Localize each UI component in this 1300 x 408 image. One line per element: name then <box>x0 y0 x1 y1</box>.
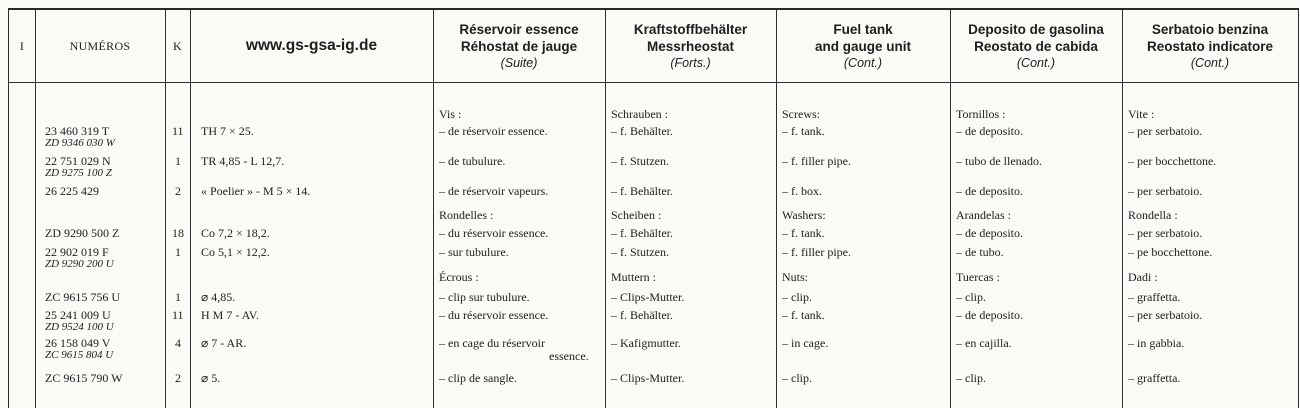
part-number-alt: ZC 9615 804 U <box>45 349 114 361</box>
desc-de: – f. Behälter. <box>611 184 673 198</box>
desc-fr: – clip de sangle. <box>439 371 517 385</box>
desc-it: – in gabbia. <box>1128 336 1185 350</box>
desc-fr: – clip sur tubulure. <box>439 290 530 304</box>
quantity: 2 <box>175 371 181 385</box>
desc-de: – f. Stutzen. <box>611 245 669 259</box>
section-label-it: Dadi : <box>1128 270 1158 284</box>
section-label-de: Scheiben : <box>611 208 662 222</box>
section-label-fr: Vis : <box>439 107 462 121</box>
header-italian-line2: Reostato indicatore <box>1146 38 1274 54</box>
section-label-es: Arandelas : <box>956 208 1011 222</box>
section-label-es: Tornillos : <box>956 107 1006 121</box>
quantity: 4 <box>175 336 181 350</box>
desc-it: – pe bocchettone. <box>1128 245 1213 259</box>
header-english-sub: (Cont.) <box>843 55 883 70</box>
desc-fr: – du réservoir essence. <box>439 226 549 240</box>
header-italian-sub: (Cont.) <box>1190 55 1230 70</box>
desc-de: – f. Behälter. <box>611 124 673 138</box>
header-english-line1: Fuel tank <box>833 21 893 37</box>
section-label-en: Nuts: <box>782 270 809 284</box>
quantity: 1 <box>175 245 181 259</box>
desc-it: – per serbatoio. <box>1128 226 1203 240</box>
section-label-de: Muttern : <box>611 270 656 284</box>
desc-it: – per serbatoio. <box>1128 184 1203 198</box>
part-number: 26 158 049 V <box>45 336 111 350</box>
part-number: 22 902 019 F <box>45 245 109 259</box>
header-spanish-line2: Reostato de cabida <box>974 38 1098 54</box>
desc-es: – de tubo. <box>956 245 1004 259</box>
header-german-sub: (Forts.) <box>670 55 711 70</box>
part-number: 26 225 429 <box>45 184 99 198</box>
section-label-de: Schrauben : <box>611 107 668 121</box>
header-italian <box>1122 10 1298 82</box>
desc-en: – in cage. <box>782 336 829 350</box>
desc-en: – clip. <box>782 290 812 304</box>
part-number: ZD 9290 500 Z <box>45 226 120 240</box>
header-italian-line1: Serbatoio benzina <box>1151 21 1269 37</box>
quantity: 2 <box>175 184 181 198</box>
part-number: ZC 9615 790 W <box>45 371 123 385</box>
header-french <box>433 10 605 82</box>
desc-fr-continued: essence. <box>549 349 589 363</box>
desc-de: – f. Stutzen. <box>611 154 669 168</box>
desc-es: – de deposito. <box>956 124 1023 138</box>
desc-it: – graffetta. <box>1128 290 1181 304</box>
quantity: 11 <box>172 308 184 322</box>
desc-en: – f. filler pipe. <box>782 245 851 259</box>
quantity: 11 <box>172 124 184 138</box>
header-english-line2: and gauge unit <box>815 38 911 54</box>
desc-fr: – du réservoir essence. <box>439 308 549 322</box>
header-german-line1: Kraftstoffbehälter <box>633 21 748 37</box>
part-number: 25 241 009 U <box>45 308 111 322</box>
part-number-alt: ZD 9346 030 W <box>45 137 115 149</box>
designation: Co 7,2 × 18,2. <box>201 226 270 240</box>
part-number-alt: ZD 9524 100 U <box>45 321 114 333</box>
header-numeros: NUMÉROS <box>69 38 131 53</box>
part-number-alt: ZD 9290 200 U <box>45 258 114 270</box>
parts-catalog-page <box>8 8 1299 408</box>
header-french-line2: Réhostat de jauge <box>460 38 578 54</box>
section-label-fr: Écrous : <box>439 270 479 284</box>
desc-fr: – sur tubulure. <box>439 245 509 259</box>
desc-es: – de deposito. <box>956 308 1023 322</box>
header-spanish-sub: (Cont.) <box>1016 55 1056 70</box>
desc-fr: – de réservoir essence. <box>439 124 548 138</box>
designation: ⌀ 7 - AR. <box>201 336 247 350</box>
section-label-it: Rondella : <box>1128 208 1178 222</box>
designation: « Poelier » - M 5 × 14. <box>201 184 311 198</box>
header-french-line1: Réservoir essence <box>459 21 579 37</box>
designation: ⌀ 4,85. <box>201 290 236 304</box>
header-spanish <box>950 10 1122 82</box>
desc-es: – de deposito. <box>956 184 1023 198</box>
part-number-alt: ZD 9275 100 Z <box>45 167 112 179</box>
desc-en: – f. tank. <box>782 124 825 138</box>
quantity: 1 <box>175 154 181 168</box>
part-number: 22 751 029 N <box>45 154 111 168</box>
desc-it: – per serbatoio. <box>1128 124 1203 138</box>
desc-fr: – de réservoir vapeurs. <box>439 184 549 198</box>
desc-es: – en cajilla. <box>956 336 1012 350</box>
desc-de: – f. Behälter. <box>611 308 673 322</box>
desc-es: – de deposito. <box>956 226 1023 240</box>
header-german <box>605 10 776 82</box>
header-spanish-line1: Deposito de gasolina <box>968 21 1104 37</box>
header-k: K <box>173 38 182 53</box>
website-watermark: www.gs-gsa-ig.de <box>245 37 378 54</box>
quantity: 18 <box>172 226 184 240</box>
header-french-sub: (Suite) <box>500 55 538 70</box>
section-label-fr: Rondelles : <box>439 208 494 222</box>
desc-es: – clip. <box>956 371 986 385</box>
desc-en: – f. filler pipe. <box>782 154 851 168</box>
desc-en: – f. box. <box>782 184 822 198</box>
desc-de: – f. Behälter. <box>611 226 673 240</box>
section-label-it: Vite : <box>1128 107 1155 121</box>
section-label-es: Tuercas : <box>956 270 1000 284</box>
header-german-line2: Messrheostat <box>646 38 735 54</box>
designation: TH 7 × 25. <box>201 124 254 138</box>
section-label-en: Washers: <box>782 208 826 222</box>
designation: H M 7 - AV. <box>201 308 259 322</box>
section-label-en: Screws: <box>782 107 820 121</box>
header-index: I <box>19 38 25 53</box>
desc-de: – Clips-Mutter. <box>611 290 685 304</box>
desc-fr: – en cage du réservoir <box>439 336 545 350</box>
part-number: 23 460 319 T <box>45 124 110 138</box>
column-divider <box>1298 10 1299 408</box>
desc-en: – f. tank. <box>782 226 825 240</box>
desc-it: – per serbatoio. <box>1128 308 1203 322</box>
designation: TR 4,85 - L 12,7. <box>201 154 285 168</box>
designation: ⌀ 5. <box>201 371 221 385</box>
desc-de: – Kafigmutter. <box>611 336 681 350</box>
desc-it: – graffetta. <box>1128 371 1181 385</box>
quantity: 1 <box>175 290 181 304</box>
desc-en: – clip. <box>782 371 812 385</box>
desc-de: – Clips-Mutter. <box>611 371 685 385</box>
header-english <box>776 10 950 82</box>
header-divider <box>9 82 1299 83</box>
desc-fr: – de tubulure. <box>439 154 506 168</box>
desc-en: – f. tank. <box>782 308 825 322</box>
desc-it: – per bocchettone. <box>1128 154 1217 168</box>
part-number: ZC 9615 756 U <box>45 290 120 304</box>
designation: Co 5,1 × 12,2. <box>201 245 270 259</box>
desc-es: – tubo de llenado. <box>956 154 1042 168</box>
desc-es: – clip. <box>956 290 986 304</box>
